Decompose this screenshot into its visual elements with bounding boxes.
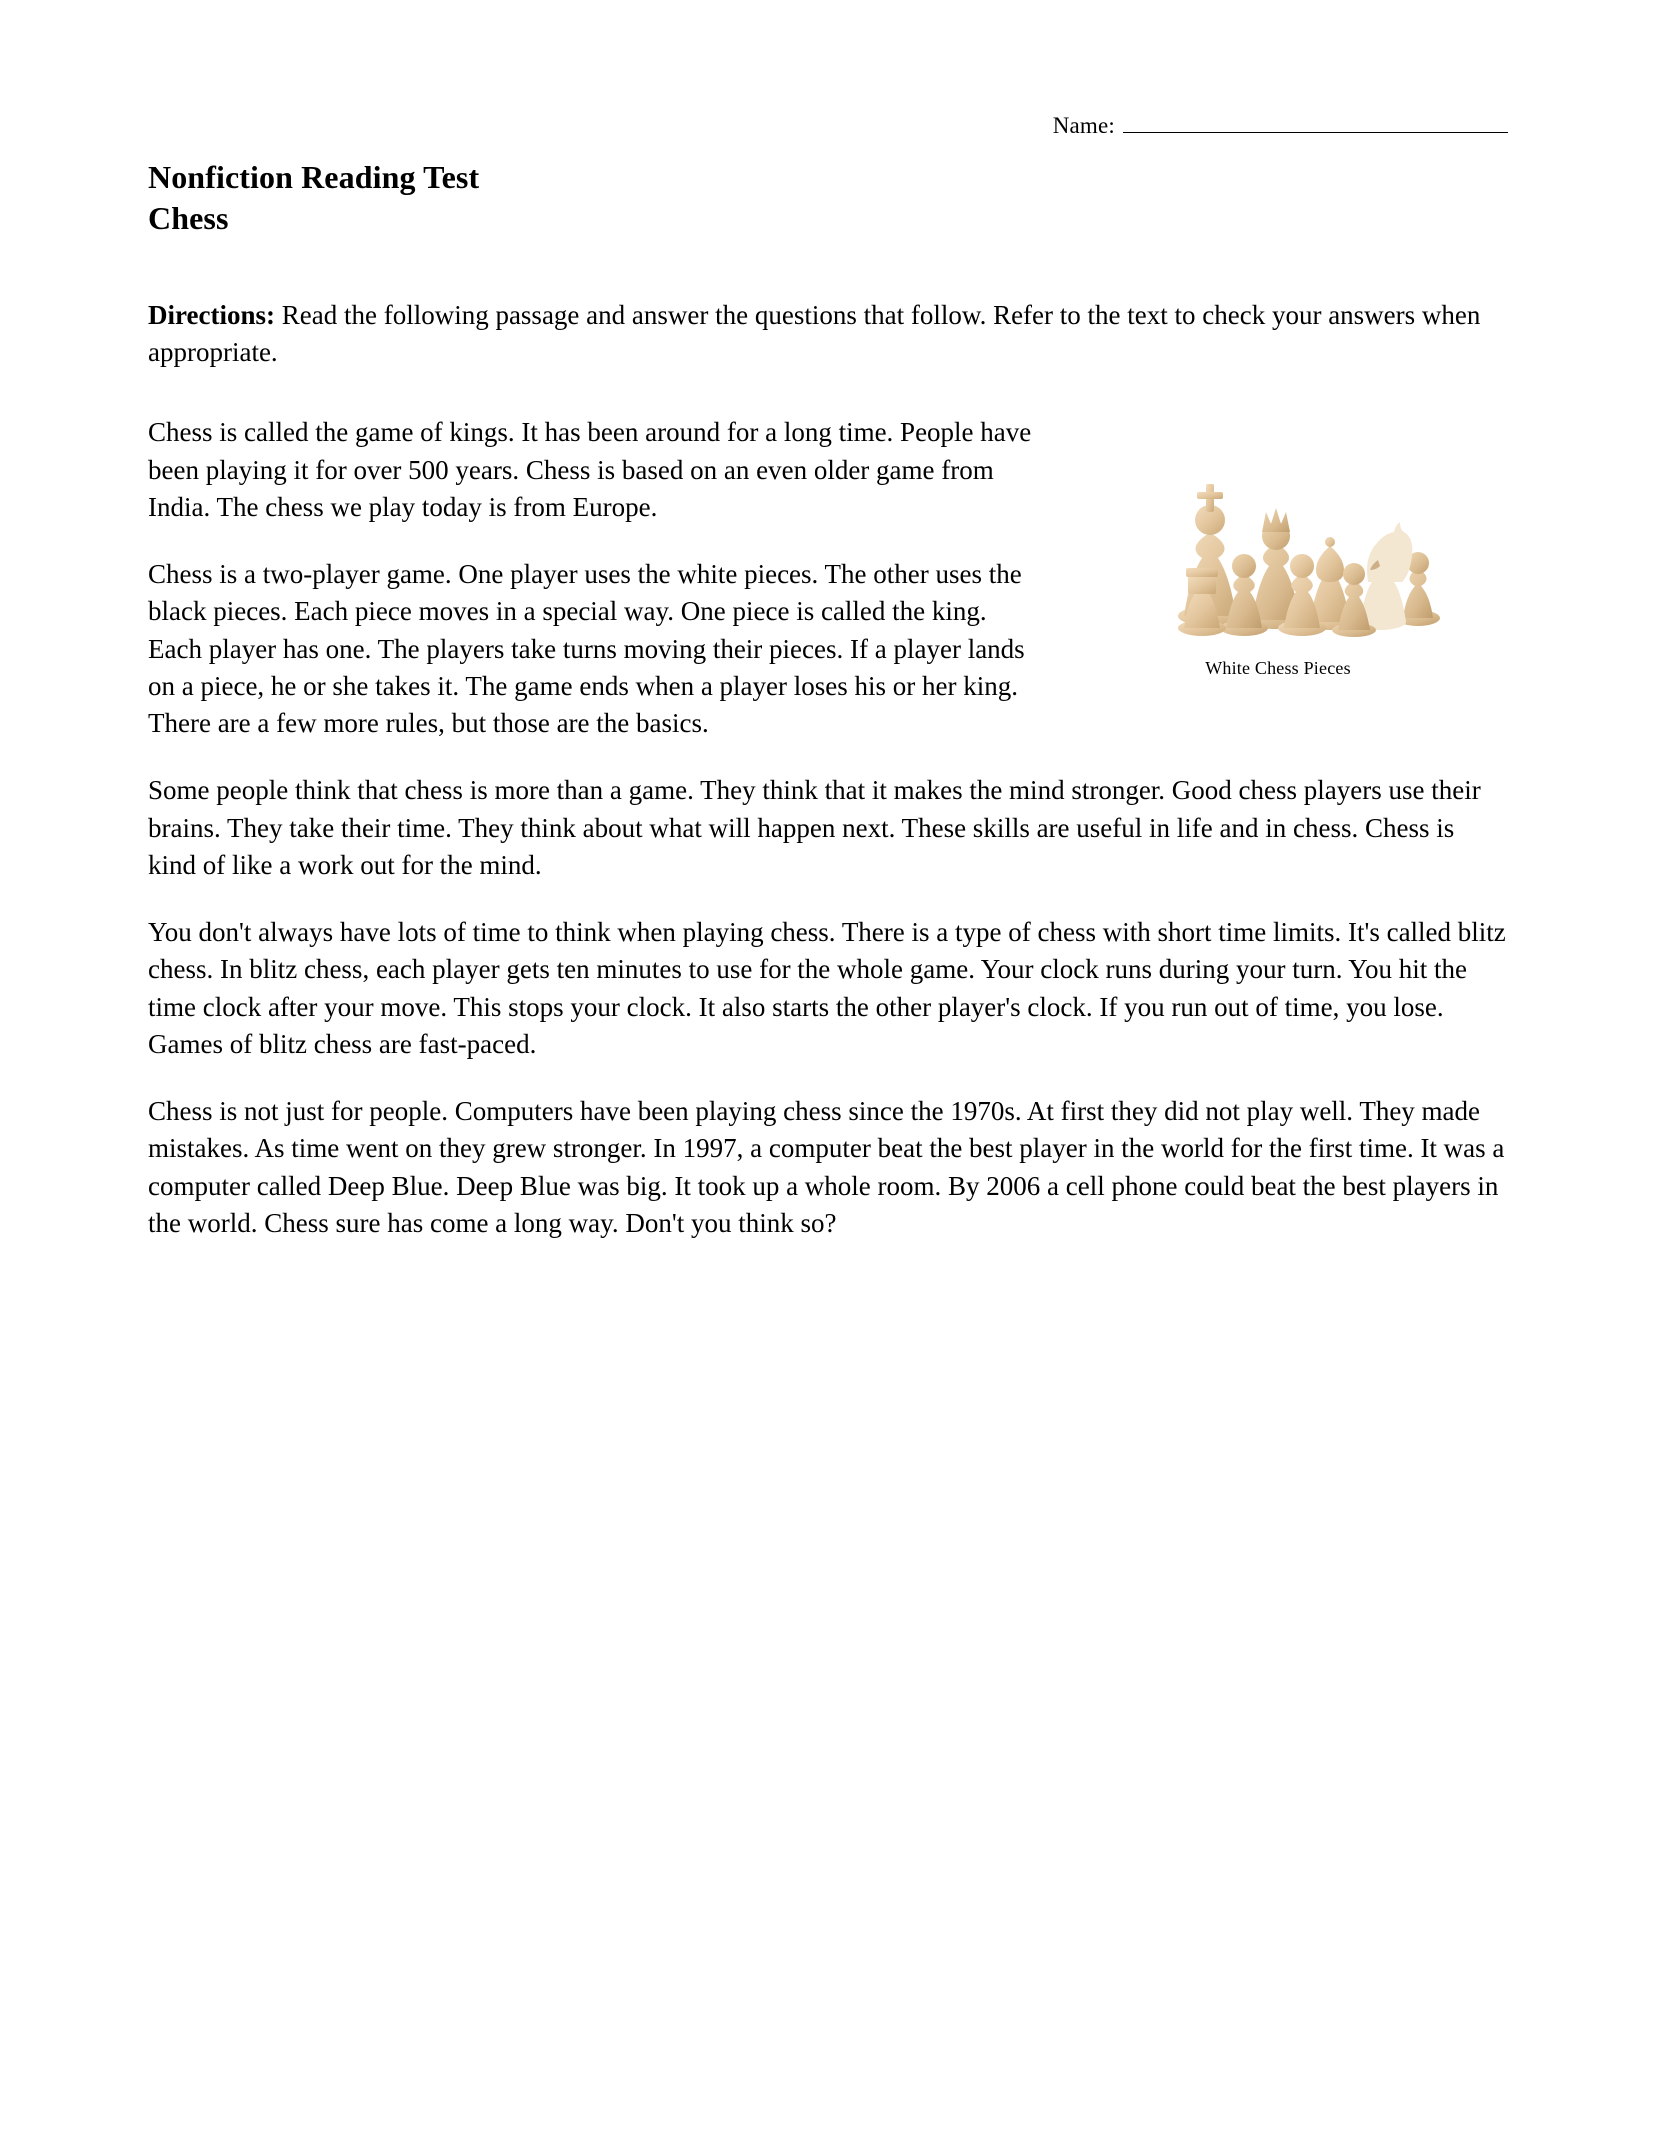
passage-body (148, 414, 1508, 1272)
figure-caption: White Chess Pieces (1205, 658, 1351, 679)
figure-white-chess-pieces (1078, 436, 1478, 681)
directions-label: Directions: (148, 299, 275, 330)
name-label: Name: (1052, 113, 1115, 138)
passage-paragraph-2: Chess is a two-player game. One player uses the white pieces. The other uses the black pieces. Each piece moves in a special way. One piece is called the king. Each player has one. The players take turns moving their pieces. If a player lands on a piece, he or she takes it. The game ends when a player loses his or her king. There are a few more rules, but those are the basics. (148, 559, 1025, 739)
directions-paragraph (148, 297, 1508, 370)
name-input-blank[interactable] (1123, 110, 1508, 133)
chess-pieces-icon (1098, 436, 1458, 646)
name-field-row (148, 110, 1508, 139)
page-title: Nonfiction Reading Test (148, 159, 480, 195)
passage-paragraph-5: Chess is not just for people. Computers have been playing chess since the 1970s. At first they did not play well. They made mistakes. As time went on they grew stronger. In 1997, a computer beat the best player in the world for the first time. It was a computer called Deep Blue. Deep Blue was big. It took up a whole room. By 2006 a cell phone could beat the best players in the world. Chess sure has come a long way. Don't you think so? (148, 1096, 1505, 1238)
passage-paragraph-1: Chess is called the game of kings. It has been around for a long time. People have been playing it for over 500 years. Chess is based on an even older game from India. The chess we play today is from Europe. (148, 417, 1032, 522)
page-content (148, 110, 1508, 1272)
passage-paragraph-4: You don't always have lots of time to think when playing chess. There is a type of chess with short time limits. It's called blitz chess. In blitz chess, each player gets ten minutes to use for the whole game. Your clock runs during your turn. You hit the time clock after your move. This stops your clock. It also starts the other player's clock. If you run out of time, you lose. Games of blitz chess are fast-paced. (148, 917, 1506, 1059)
page-subtitle: Chess (148, 199, 229, 236)
directions-text: Read the following passage and answer the questions that follow. Refer to the text to check your answers when appropriate. (148, 299, 1481, 367)
title-block (148, 157, 1508, 239)
passage-paragraph-3: Some people think that chess is more than a game. They think that it makes the mind stronger. Good chess players use their brains. They take their time. They think about what will happen next. These skills are useful in life and in chess. Chess is kind of like a work out for the mind. (148, 775, 1481, 880)
